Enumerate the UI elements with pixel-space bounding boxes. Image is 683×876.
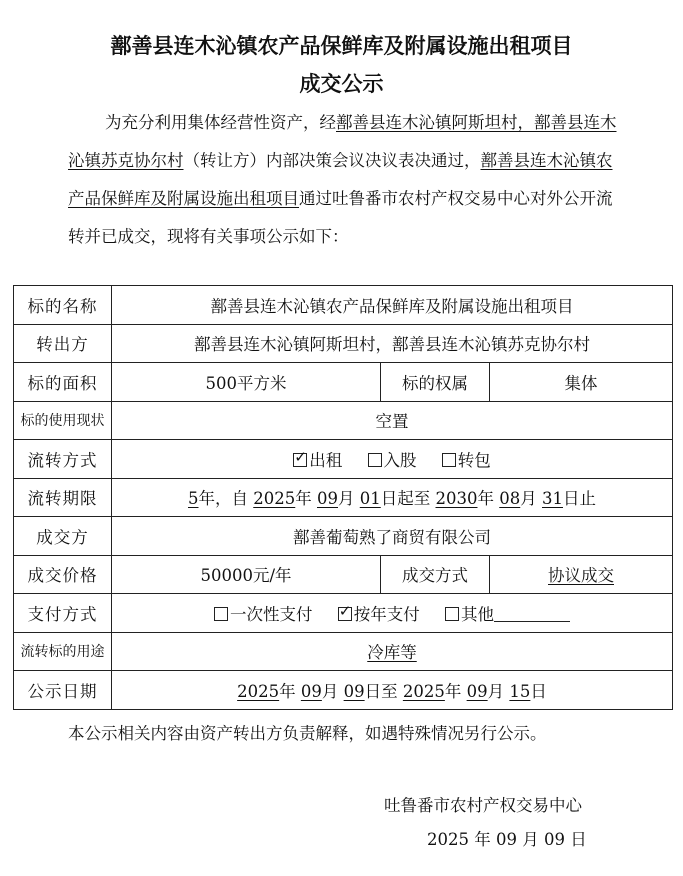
transferor: 鄯善县连木沁镇阿斯坦村，鄯善县连木沁镇苏克协尔村 (112, 324, 673, 363)
table-row (14, 324, 673, 363)
table-row (14, 594, 673, 633)
table-row (14, 632, 673, 671)
usage-status: 空置 (112, 401, 673, 440)
intro-text-3: 通过吐鲁番市农村产权交易中心对外公开流转并已成交，现将有关事项公示如下： (68, 189, 613, 246)
table-row (14, 517, 673, 556)
checkbox-icon (442, 453, 456, 467)
subject-name: 鄯善县连木沁镇农产品保鲜库及附属设施出租项目 (112, 286, 673, 325)
label-area: 标的面积 (14, 363, 112, 402)
checkbox-icon (214, 607, 228, 621)
table-row (14, 363, 673, 402)
option-annual: 按年支付 (353, 604, 420, 624)
label-transferor: 转出方 (14, 324, 112, 363)
notice-period: 2025年 09月 09日至 2025年 09月 15日 (112, 671, 673, 710)
area-value: 500平方米 (112, 363, 381, 402)
label-buyer: 成交方 (14, 517, 112, 556)
project-name: 鄯善县连木沁镇农产品保鲜库及附属设施出租项目 (68, 151, 613, 208)
purpose-value: 冷库等 (367, 643, 417, 663)
buyer: 鄯善葡萄熟了商贸有限公司 (112, 517, 673, 556)
option-equity: 入股 (383, 450, 417, 470)
checked-box-icon (338, 607, 352, 621)
label-usage-status: 标的使用现状 (14, 401, 112, 440)
transfer-method (112, 440, 673, 479)
table-row (14, 671, 673, 710)
intro-text-1: 为充分利用集体经营性资产，经 (105, 113, 336, 132)
deal-method-value: 协议成交 (548, 566, 614, 586)
option-lump-sum: 一次性支付 (230, 604, 313, 624)
issue-date: 2025 年 09 月 09 日 (427, 830, 587, 849)
label-deal-method: 成交方式 (381, 555, 490, 594)
label-purpose: 流转标的用途 (14, 632, 112, 671)
intro-text-2: （转让方）内部决策会议决议表决通过， (183, 151, 481, 170)
ownership-value: 集体 (490, 363, 673, 402)
intro-paragraph (68, 104, 628, 256)
notice-subtitle: 成交公示 (299, 72, 384, 96)
table-row (14, 401, 673, 440)
label-notice-period: 公示日期 (14, 671, 112, 710)
label-price: 成交价格 (14, 555, 112, 594)
term: 5年，自 2025年 09月 01日起至 2030年 08月 31日止 (112, 478, 673, 517)
table-row (14, 286, 673, 325)
price-value: 50000元/年 (112, 555, 381, 594)
notice-title: 鄯善县连木沁镇农产品保鲜库及附属设施出租项目 (110, 34, 573, 58)
deal-table (13, 285, 673, 710)
label-term: 流转期限 (14, 478, 112, 517)
option-sublease: 转包 (457, 450, 491, 470)
label-payment: 支付方式 (14, 594, 112, 633)
payment-method (112, 594, 673, 633)
transferor-1: 鄯善县连木沁镇阿斯坦村， (336, 113, 534, 132)
label-transfer-method: 流转方式 (14, 440, 112, 479)
option-other: 其他 (461, 604, 494, 624)
label-ownership: 标的权属 (381, 363, 490, 402)
table-row (14, 555, 673, 594)
option-rent: 出租 (309, 450, 343, 470)
checkbox-icon (445, 607, 459, 621)
blank-line (494, 607, 570, 622)
checkbox-icon (368, 453, 382, 467)
issuer-signature: 吐鲁番市农村产权交易中心 (384, 796, 582, 815)
label-subject-name: 标的名称 (14, 286, 112, 325)
table-row (14, 440, 673, 479)
footnote: 本公示相关内容由资产转出方负责解释，如遇特殊情况另行公示。 (68, 724, 547, 743)
checked-box-icon (293, 453, 307, 467)
table-row (14, 478, 673, 517)
transferor-2: 鄯善县连木沁镇苏克协尔村 (68, 113, 617, 170)
